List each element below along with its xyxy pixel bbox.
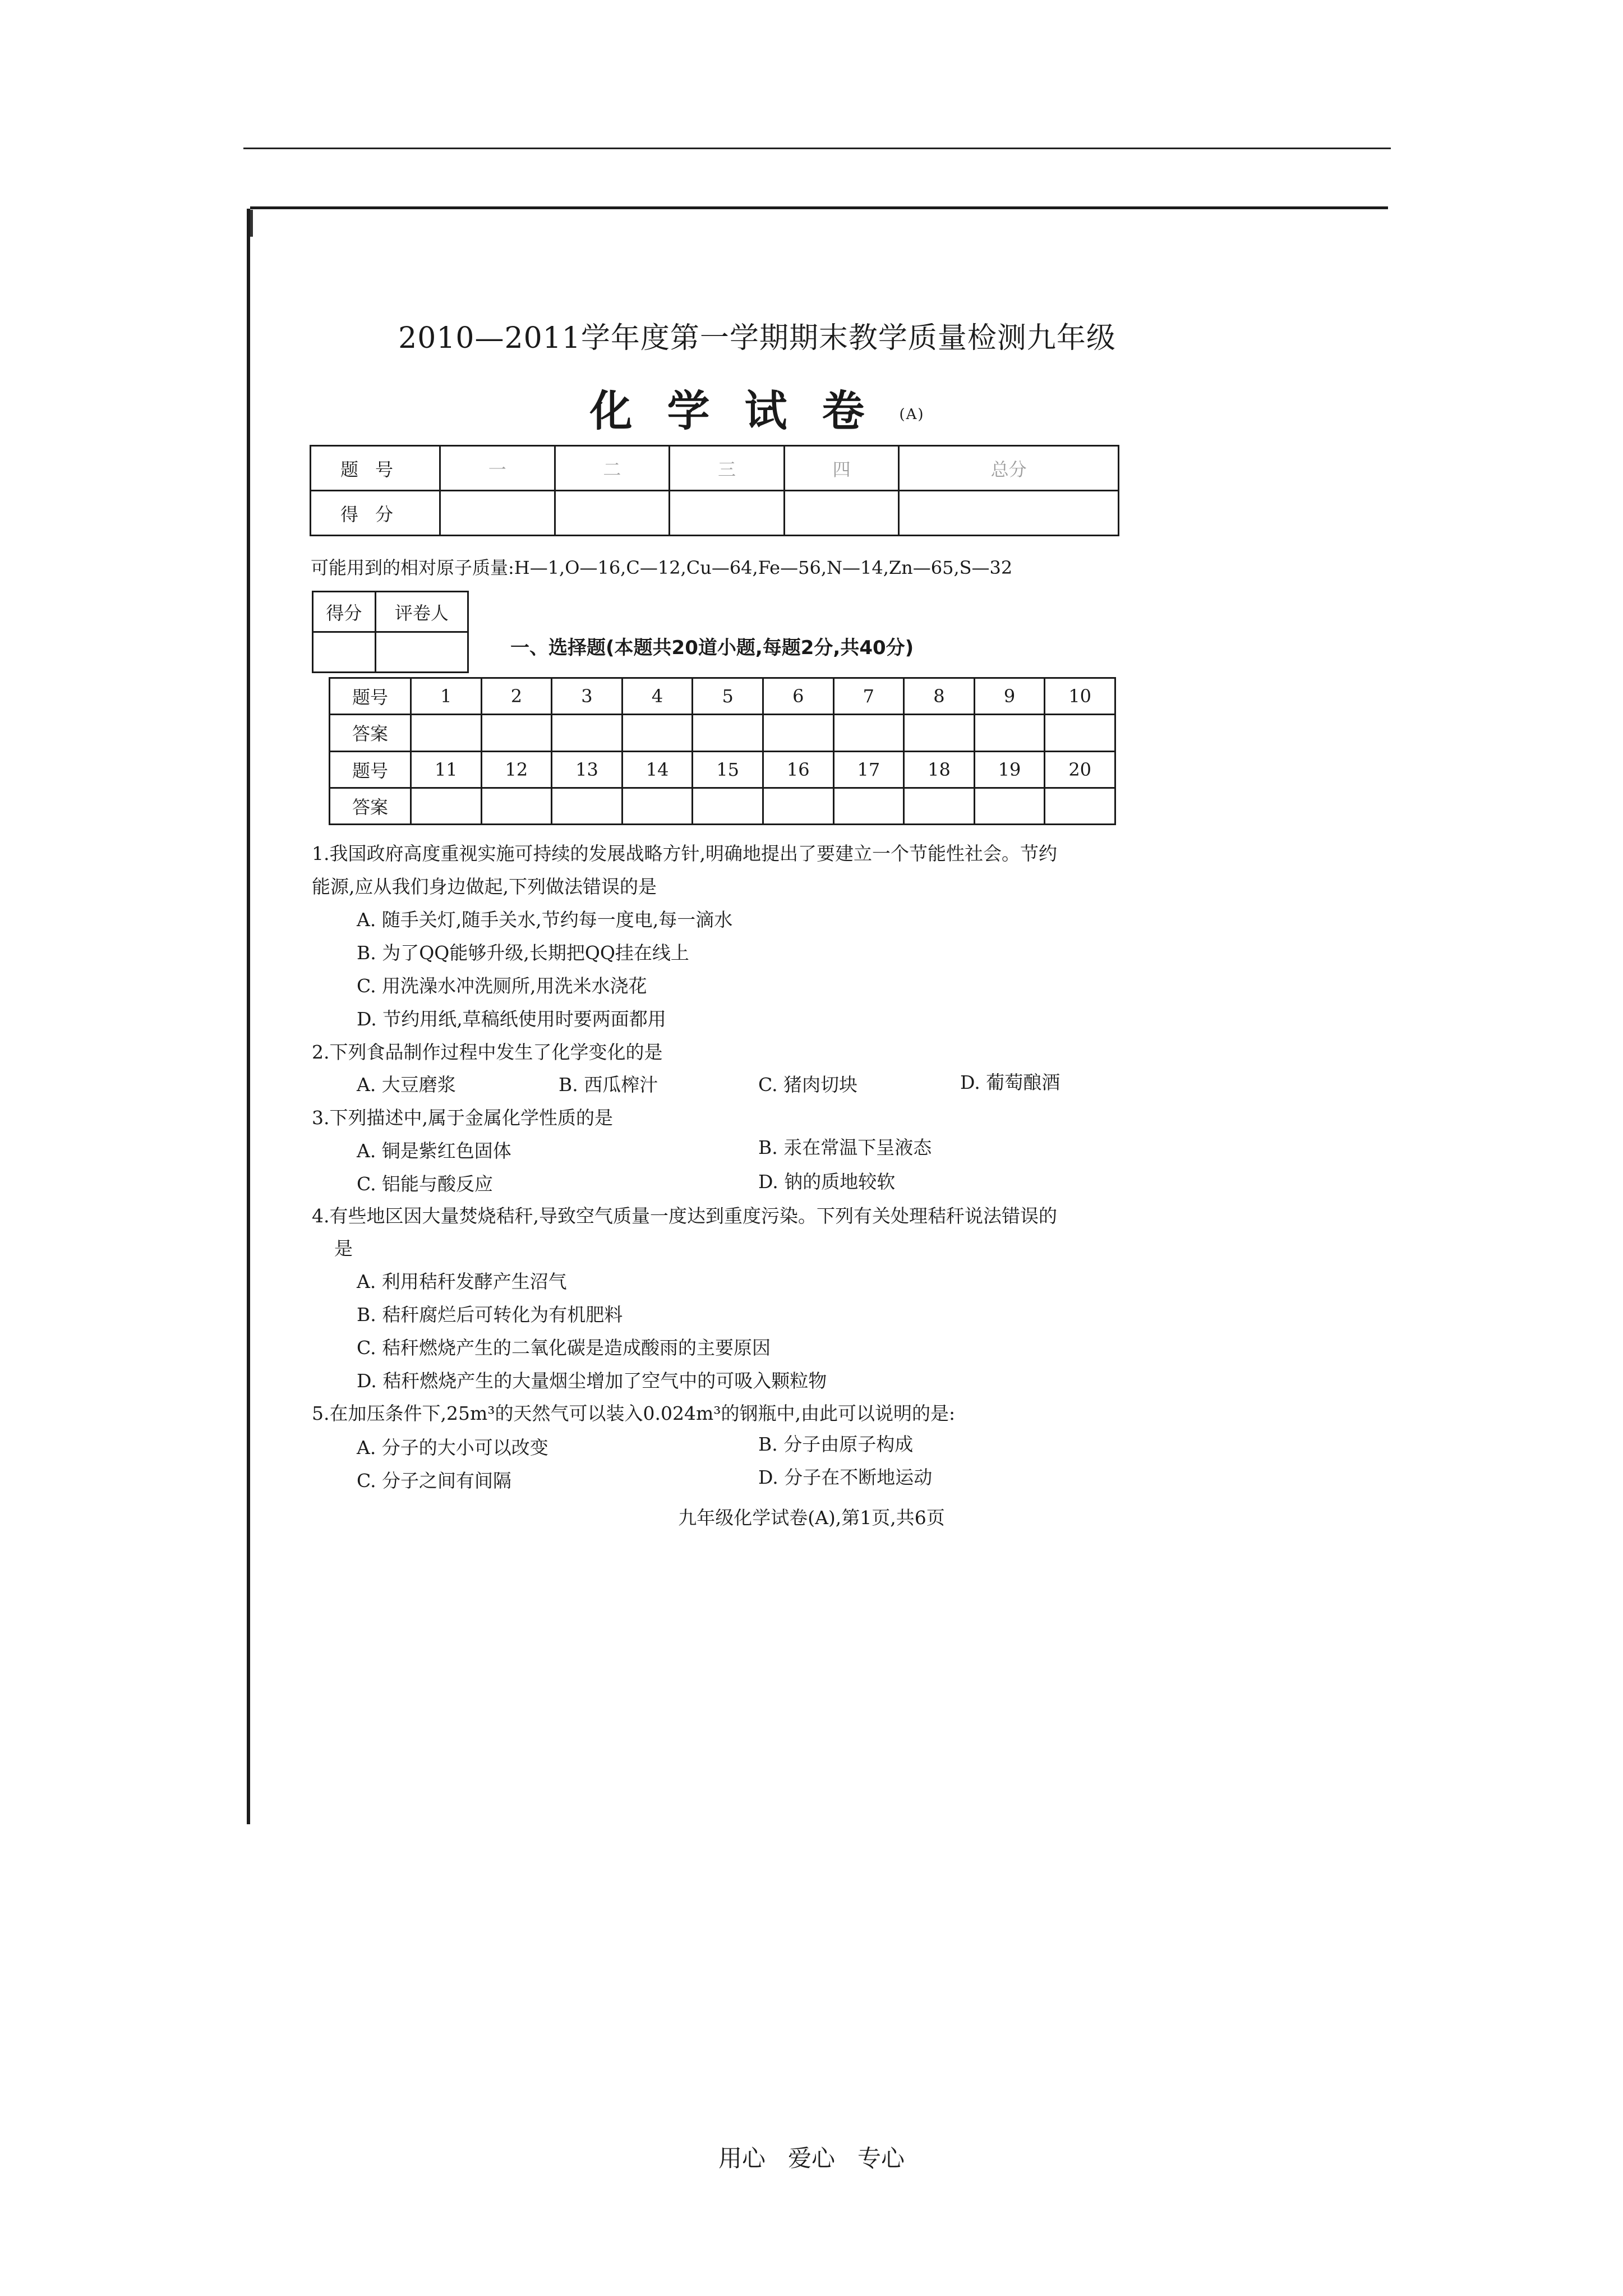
answer-grid-number: 6: [763, 678, 833, 715]
question-1-option-b: B. 为了QQ能够升级,长期把QQ挂在线上: [357, 942, 689, 964]
answer-cell[interactable]: [552, 715, 623, 751]
grader-score-label: 得分: [313, 592, 376, 632]
answer-grid-number: 2: [481, 678, 552, 715]
answer-grid-number: 7: [833, 678, 904, 715]
grader-name-cell[interactable]: [375, 632, 468, 673]
answer-cell[interactable]: [552, 788, 623, 824]
answer-cell[interactable]: [1045, 715, 1115, 751]
score-header-total: 总分: [899, 446, 1119, 491]
question-1-option-d: D. 节约用纸,草稿纸使用时要两面都用: [357, 1008, 666, 1030]
score-header-part-4: 四: [784, 446, 899, 491]
section-1-title: 一、选择题(本题共20道小题,每题2分,共40分): [510, 637, 914, 659]
answer-grid-number: 11: [411, 751, 482, 788]
answer-cell[interactable]: [481, 788, 552, 824]
scan-border-top: [250, 206, 1388, 209]
answer-grid-a-label: 答案: [330, 788, 411, 824]
answer-grid-number: 14: [622, 751, 693, 788]
page-number-footer: 九年级化学试卷(A),第1页,共6页: [678, 1507, 945, 1529]
question-5-option-a: A. 分子的大小可以改变: [357, 1437, 548, 1458]
answer-grid-q-label: 题号: [330, 751, 411, 788]
score-cell-2[interactable]: [555, 491, 670, 536]
answer-grid-number: 17: [833, 751, 904, 788]
question-3-stem: 3.下列描述中,属于金属化学性质的是: [312, 1107, 613, 1129]
question-3-option-a: A. 铜是紫红色固体: [357, 1140, 511, 1162]
atomic-mass-note: 可能用到的相对原子质量:H—1,O—16,C—12,Cu—64,Fe—56,N—14,Zn—65,S—32: [311, 557, 1013, 578]
answer-cell[interactable]: [904, 715, 975, 751]
answer-grid-number: 16: [763, 751, 833, 788]
answer-cell[interactable]: [481, 715, 552, 751]
score-cell-3[interactable]: [670, 491, 785, 536]
exam-main-title-text: 化学试卷: [589, 386, 900, 436]
question-5-option-d: D. 分子在不断地运动: [758, 1466, 933, 1488]
question-4-option-c: C. 秸秆燃烧产生的二氧化碳是造成酸雨的主要原因: [357, 1337, 771, 1359]
question-2-option-b: B. 西瓜榨汁: [559, 1074, 658, 1096]
score-header-row: [311, 446, 1119, 491]
answer-cell[interactable]: [693, 788, 763, 824]
answer-cell[interactable]: [763, 788, 833, 824]
question-2-stem: 2.下列食品制作过程中发生了化学变化的是: [312, 1041, 663, 1063]
question-4-option-a: A. 利用秸秆发酵产生沼气: [357, 1271, 567, 1292]
answer-grid-number-row-2: [330, 751, 1115, 788]
answer-cell[interactable]: [622, 788, 693, 824]
question-4-option-d: D. 秸秆燃烧产生的大量烟尘增加了空气中的可吸入颗粒物: [357, 1370, 827, 1392]
grader-header-row: [313, 592, 468, 632]
answer-grid-number: 19: [974, 751, 1045, 788]
exam-main-title: [314, 377, 1200, 438]
answer-grid-number: 20: [1045, 751, 1115, 788]
page-motto: 用心 爱心 专心: [718, 2145, 905, 2172]
question-5-stem: 5.在加压条件下,25m³的天然气可以装入0.024m³的钢瓶中,由此可以说明的是:: [312, 1402, 956, 1424]
grader-score-cell[interactable]: [313, 632, 376, 673]
answer-grid-answer-row-2: [330, 788, 1115, 824]
question-1-option-a: A. 随手关灯,随手关水,节约每一度电,每一滴水: [357, 909, 733, 931]
grader-box: [312, 591, 469, 673]
question-3-option-c: C. 铝能与酸反应: [357, 1173, 494, 1195]
score-row-label: 得分: [311, 491, 440, 536]
score-header-part-1: 一: [440, 446, 555, 491]
answer-cell[interactable]: [763, 715, 833, 751]
answer-cell[interactable]: [974, 715, 1045, 751]
exam-title-line: 2010—2011学年度第一学期期末教学质量检测九年级: [398, 321, 1116, 355]
question-4-stem-line-1: 4.有些地区因大量焚烧秸秆,导致空气质量一度达到重度污染。下列有关处理秸秆说法错误的: [312, 1205, 1057, 1227]
question-2-option-d: D. 葡萄酿酒: [960, 1071, 1061, 1093]
answer-grid-number: 3: [552, 678, 623, 715]
answer-cell[interactable]: [693, 715, 763, 751]
question-1-stem-line-2: 能源,应从我们身边做起,下列做法错误的是: [312, 876, 657, 898]
answer-grid: [329, 677, 1116, 825]
answer-grid-number: 5: [693, 678, 763, 715]
question-3-option-d: D. 钠的质地较软: [758, 1171, 896, 1193]
grader-value-row: [313, 632, 468, 673]
question-5-option-c: C. 分子之间有间隔: [357, 1470, 512, 1492]
exam-version-suffix: (A): [899, 406, 925, 423]
score-cell-1[interactable]: [440, 491, 555, 536]
answer-grid-a-label: 答案: [330, 715, 411, 751]
answer-cell[interactable]: [833, 788, 904, 824]
grader-name-label: 评卷人: [375, 592, 468, 632]
question-5-option-b: B. 分子由原子构成: [758, 1433, 914, 1455]
answer-grid-q-label: 题号: [330, 678, 411, 715]
answer-grid-number: 13: [552, 751, 623, 788]
answer-grid-number-row-1: [330, 678, 1115, 715]
question-4-stem-line-2: 是: [334, 1237, 353, 1259]
scan-corner-mark: [250, 210, 259, 237]
answer-grid-answer-row-1: [330, 715, 1115, 751]
question-4-option-b: B. 秸秆腐烂后可转化为有机肥料: [357, 1304, 623, 1326]
score-value-row: [311, 491, 1119, 536]
answer-cell[interactable]: [411, 788, 482, 824]
answer-cell[interactable]: [1045, 788, 1115, 824]
answer-grid-number: 4: [622, 678, 693, 715]
answer-grid-number: 8: [904, 678, 975, 715]
answer-cell[interactable]: [411, 715, 482, 751]
answer-cell[interactable]: [904, 788, 975, 824]
scan-border-left: [247, 209, 250, 1824]
answer-cell[interactable]: [833, 715, 904, 751]
header-rule: [243, 148, 1391, 149]
score-header-label: 题号: [311, 446, 440, 491]
score-header-part-3: 三: [670, 446, 785, 491]
score-cell-total[interactable]: [899, 491, 1119, 536]
answer-grid-number: 1: [411, 678, 482, 715]
score-cell-4[interactable]: [784, 491, 899, 536]
question-2-option-a: A. 大豆磨浆: [357, 1074, 456, 1096]
answer-cell[interactable]: [974, 788, 1045, 824]
question-1-stem-line-1: 1.我国政府高度重视实施可持续的发展战略方针,明确地提出了要建立一个节能性社会。节约: [312, 843, 1057, 864]
answer-grid-number: 12: [481, 751, 552, 788]
score-header-part-2: 二: [555, 446, 670, 491]
question-2-option-c: C. 猪肉切块: [758, 1074, 858, 1096]
question-1-option-c: C. 用洗澡水冲洗厕所,用洗米水浇花: [357, 975, 647, 997]
question-3-option-b: B. 汞在常温下呈液态: [758, 1137, 932, 1158]
answer-grid-number: 18: [904, 751, 975, 788]
answer-grid-number: 15: [693, 751, 763, 788]
score-summary-table: [310, 445, 1119, 536]
answer-grid-number: 10: [1045, 678, 1115, 715]
answer-cell[interactable]: [622, 715, 693, 751]
answer-grid-number: 9: [974, 678, 1045, 715]
